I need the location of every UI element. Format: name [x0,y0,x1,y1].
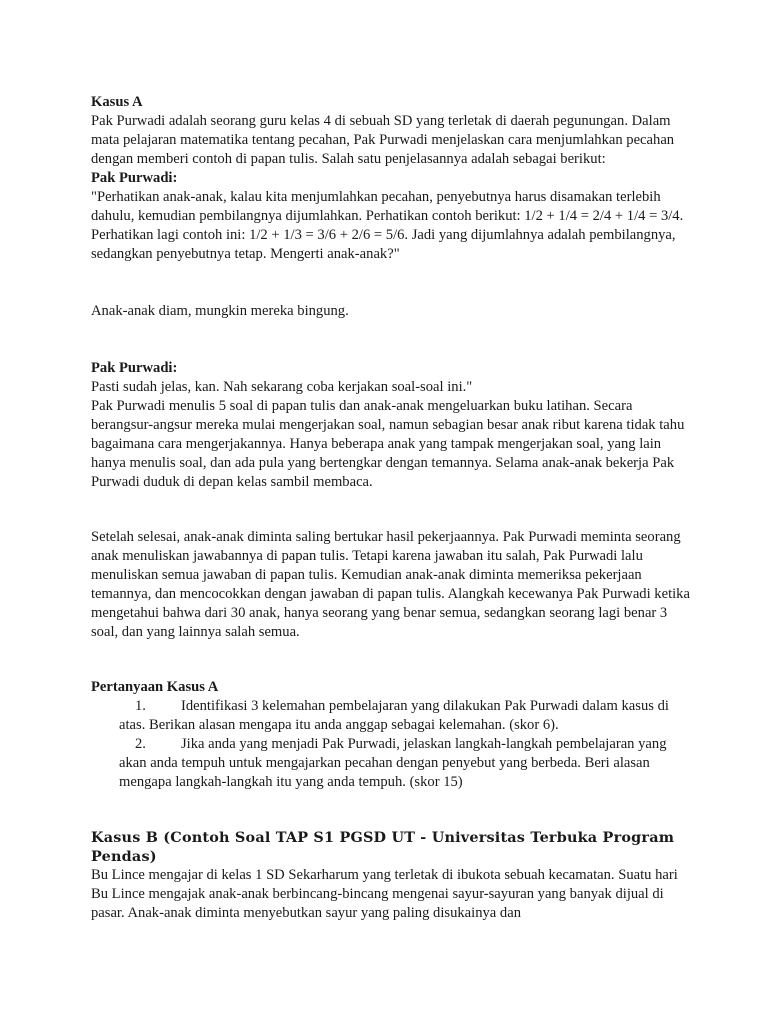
speaker-label-2: Pak Purwadi: [91,360,178,376]
teacher-quote-1: "Perhatikan anak-anak, kalau kita menjumlahkan pecahan, penyebutnya harus disamakan terlebih dahulu, kemudian pembilangnya dijumlahkan. Perhatikan contoh berikut: 1/2 + 1/4 = 2/4 + 1/4 = 3/4. Perhatikan lagi contoh ini: 1/2 + 1/3 = 3/6 + 2/6 = 5/6. Jadi yang dijumlahnya adalah pembilangnya, sedangkan penyebutnya tetap. Mengerti anak-anak?" [91,189,684,262]
question-number: 2. [135,736,146,752]
question-text: Jika anda yang menjadi Pak Purwadi, jelaskan langkah-langkah pembelajaran yang akan anda tempuh untuk mengajarkan pecahan dengan penyebut yang berbeda. Beri alasan mengapa langkah-langkah itu yang anda tempuh. (skor 15) [119,736,667,790]
question-item [91,697,691,735]
spacer [91,492,691,528]
question-list [91,697,691,792]
question-number: 1. [135,698,146,714]
question-item [91,735,691,792]
speaker-label-1: Pak Purwadi: [91,170,178,186]
kasus-a-intro: Pak Purwadi adalah seorang guru kelas 4 di sebuah SD yang terletak di daerah pegunungan. Dalam mata pelajaran matematika tentang pecahan, Pak Purwadi menjelaskan cara menjumlahkan pecahan dengan memberi contoh di papan tulis. Salah satu penjelasannya adalah sebagai berikut: [91,113,675,167]
kasus-b-intro: Bu Lince mengajar di kelas 1 SD Sekarharum yang terletak di ibukota sebuah kecamatan. Suatu hari Bu Lince mengajak anak-anak berbincang-bincang mengenai sayur-sayuran yang banyak dijual di pasar. Anak-anak diminta menyebutkan sayur yang paling disukainya dan [91,867,678,921]
document-page [91,93,691,923]
student-reaction: Anak-anak diam, mungkin mereka bingung. [91,303,349,319]
spacer [91,642,691,678]
spacer [91,264,691,302]
narrative-paragraph-2: Setelah selesai, anak-anak diminta saling bertukar hasil pekerjaannya. Pak Purwadi meminta seorang anak menuliskan jawabannya di papan tulis. Tetapi karena jawaban itu salah, Pak Purwadi lalu menuliskan semua jawaban di papan tulis. Kemudian anak-anak diminta memeriksa pekerjaan temannya, dan mencocokkan dengan jawaban di papan tulis. Alangkah kecewanya Pak Purwadi ketika mengetahui bahwa dari 30 anak, hanya seorang yang benar semua, sedangkan seorang lagi benar 3 soal, dan yang lainnya salah semua. [91,529,690,640]
spacer [91,321,691,359]
teacher-quote-2: Pasti sudah jelas, kan. Nah sekarang coba kerjakan soal-soal ini." [91,379,473,395]
kasus-a-heading: Kasus A [91,94,143,110]
pertanyaan-heading: Pertanyaan Kasus A [91,679,219,695]
narrative-paragraph-1: Pak Purwadi menulis 5 soal di papan tulis dan anak-anak mengeluarkan buku latihan. Secara berangsur-angsur mereka mulai mengerjakan soal, namun sebagian besar anak ribut karena tidak tahu bagaimana cara mengerjakannya. Hanya beberapa anak yang tampak mengerjakan soal, yang lain hanya menulis soal, dan ada pula yang bertengkar dengan temannya. Selama anak-anak bekerja Pak Purwadi duduk di depan kelas sambil membaca. [91,398,685,490]
kasus-b-heading: Kasus B (Contoh Soal TAP S1 PGSD UT - Universitas Terbuka Program Pendas) [91,829,675,865]
question-text: Identifikasi 3 kelemahan pembelajaran yang dilakukan Pak Purwadi dalam kasus di atas. Berikan alasan mengapa itu anda anggap sebagai kelemahan. (skor 6). [119,698,669,733]
spacer [91,792,691,828]
